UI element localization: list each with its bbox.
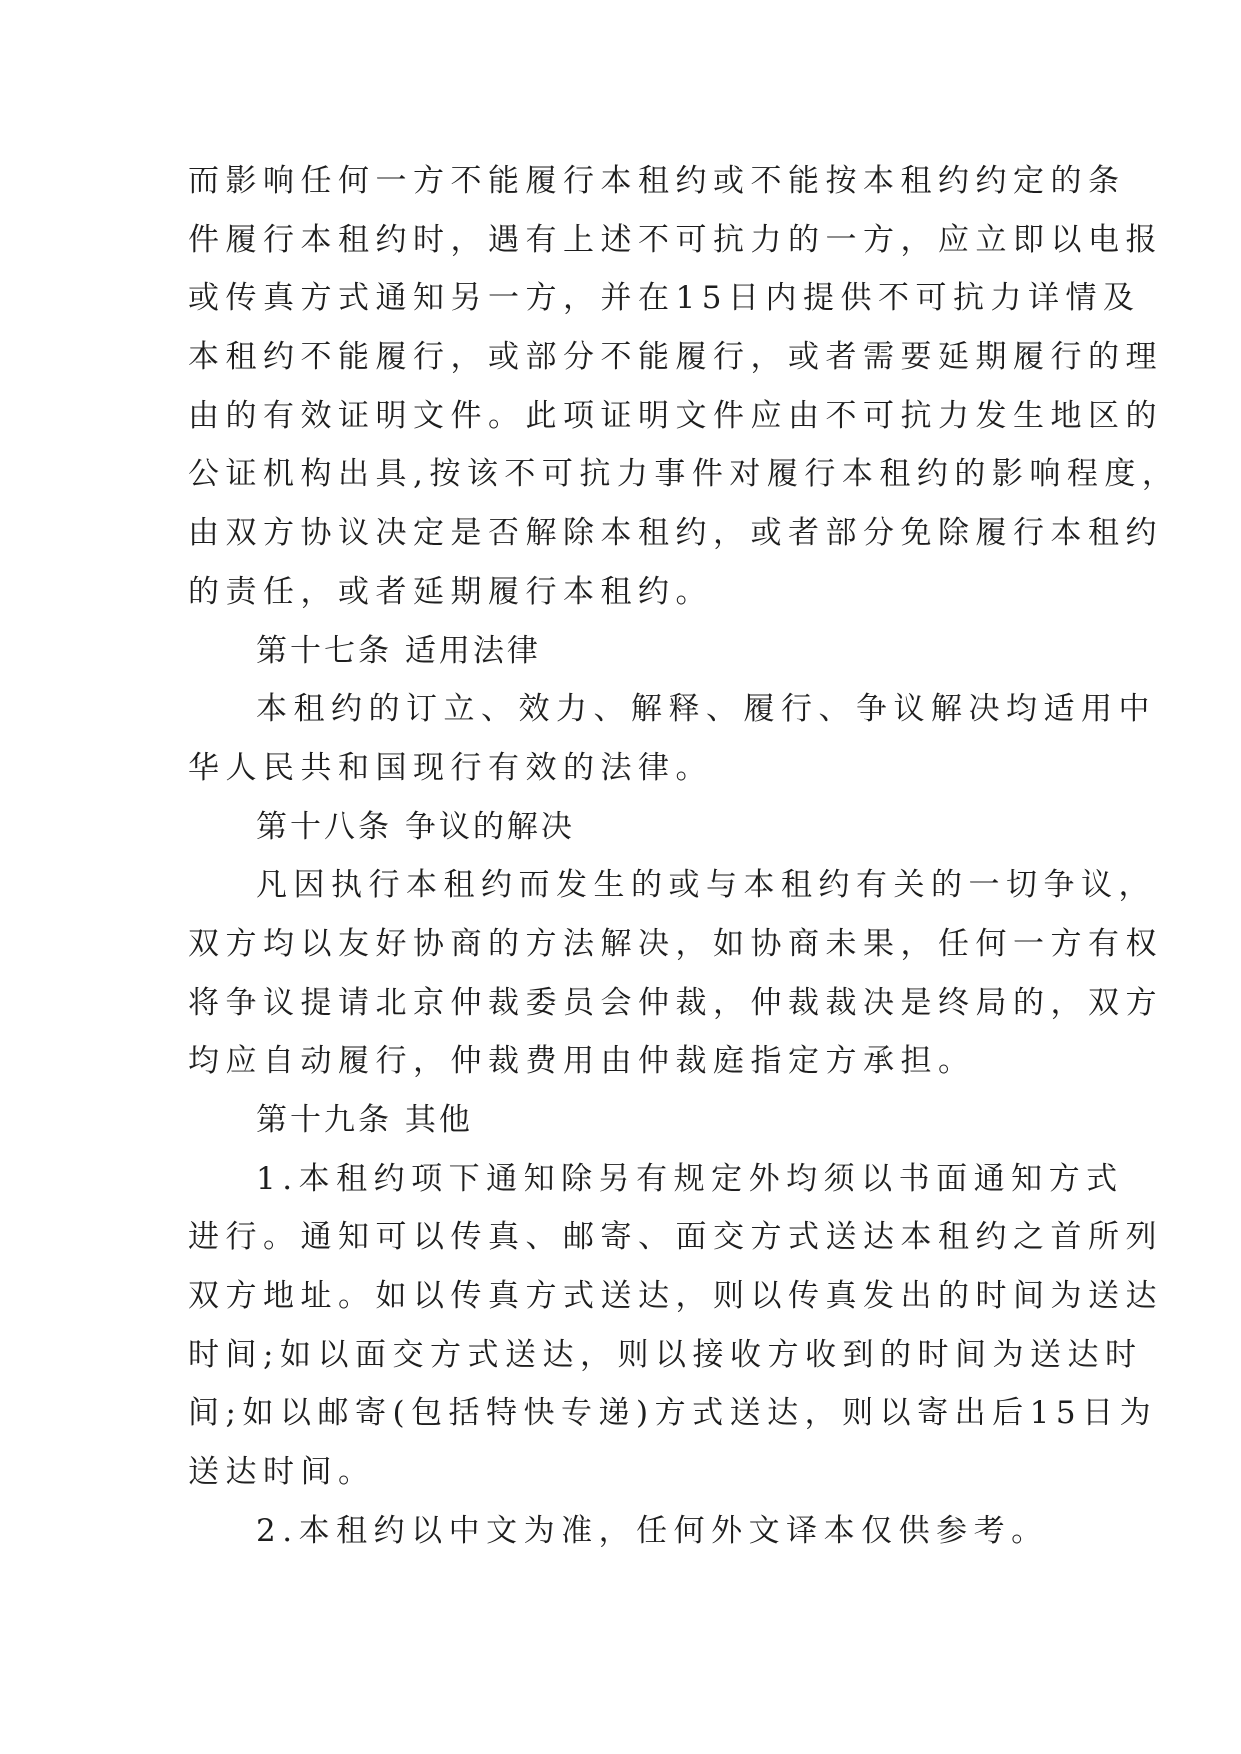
text-line: 凡因执行本租约而发生的或与本租约有关的一切争议，: [256, 867, 1156, 904]
text-line: 华人民共和国现行有效的法律。: [188, 749, 713, 786]
text-line: 将争议提请北京仲裁委员会仲裁，仲裁裁决是终局的，双方: [188, 984, 1163, 1021]
document-body: [188, 152, 1180, 1561]
text-line: 1.本租约项下通知除另有规定外均须以书面通知方式: [256, 1160, 1124, 1197]
text-line: 或传真方式通知另一方，并在15日内提供不可抗力详情及: [188, 280, 1141, 317]
section-heading: 第十七条 适用法律: [256, 632, 541, 669]
text-line: 的责任，或者延期履行本租约。: [188, 573, 713, 610]
text-line: 双方均以友好协商的方法解决，如协商未果，任何一方有权: [188, 925, 1163, 962]
text-line: 送达时间。: [188, 1454, 376, 1491]
section-heading: 第十八条 争议的解决: [256, 808, 575, 845]
text-line: 由双方协议决定是否解除本租约，或者部分免除履行本租约: [188, 515, 1163, 552]
text-line: 双方地址。如以传真方式送达，则以传真发出的时间为送达: [188, 1278, 1163, 1315]
text-line: 公证机构出具,按该不可抗力事件对履行本租约的影响程度，: [188, 456, 1180, 493]
section-heading: 第十九条 其他: [256, 1102, 473, 1138]
text-line: 而影响任何一方不能履行本租约或不能按本租约约定的条: [188, 163, 1126, 199]
text-line: 时间;如以面交方式送达，则以接收方收到的时间为送达时: [188, 1336, 1143, 1373]
document-page: [188, 152, 1180, 1561]
text-line: 2.本租约以中文为准，任何外文译本仅供参考。: [256, 1512, 1049, 1549]
text-line: 均应自动履行，仲裁费用由仲裁庭指定方承担。: [188, 1043, 976, 1080]
text-line: 本租约的订立、效力、解释、履行、争议解决均适用中: [256, 691, 1156, 728]
text-line: 间;如以邮寄(包括特快专递)方式送达，则以寄出后15日为: [188, 1395, 1158, 1432]
text-line: 进行。通知可以传真、邮寄、面交方式送达本租约之首所列: [188, 1219, 1163, 1256]
text-line: 件履行本租约时，遇有上述不可抗力的一方，应立即以电报: [188, 221, 1163, 258]
text-line: 由的有效证明文件。此项证明文件应由不可抗力发生地区的: [188, 397, 1163, 434]
text-line: 本租约不能履行，或部分不能履行，或者需要延期履行的理: [188, 339, 1163, 376]
